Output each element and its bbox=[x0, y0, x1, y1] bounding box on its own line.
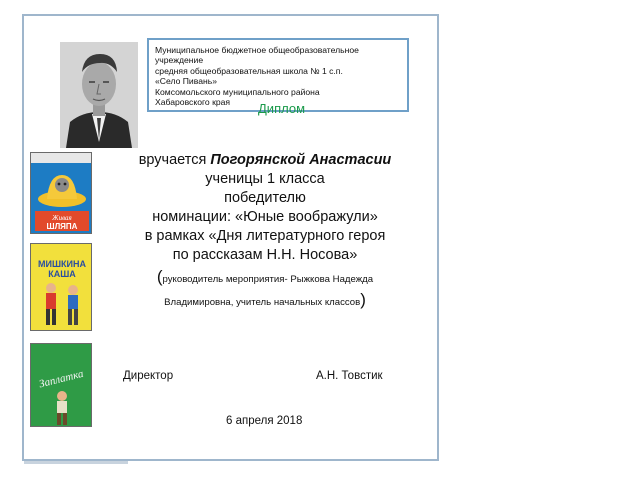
book-cover-zaplatka bbox=[30, 343, 92, 427]
award-line-1 bbox=[110, 151, 420, 170]
leader-text-1: руководитель мероприятия- Рыжкова Надежда bbox=[162, 274, 374, 285]
book-cover-zhivaya-shlyapa bbox=[30, 152, 92, 234]
author-portrait bbox=[60, 42, 138, 148]
school-line-3: средняя общеобразовательная школа № 1 с.п. bbox=[155, 65, 343, 76]
leader-line-2 bbox=[110, 290, 420, 312]
book-cover-mishkina-kasha bbox=[30, 243, 92, 331]
svg-text:МИШКИНА: МИШКИНА bbox=[38, 259, 86, 269]
school-line-1: Муниципальное бюджетное общеобразовательное bbox=[155, 45, 359, 55]
award-line-2: ученицы 1 класса bbox=[205, 171, 325, 187]
leader-text-2: Владимировна, учитель начальных классов bbox=[164, 297, 361, 308]
award-line-6: по рассказам Н.Н. Носова» bbox=[172, 247, 358, 263]
svg-text:ШЛЯПА: ШЛЯПА bbox=[46, 222, 78, 231]
diploma-date: 6 апреля 2018 bbox=[226, 415, 303, 427]
award-text bbox=[110, 151, 420, 312]
leader-line-1 bbox=[110, 267, 420, 289]
frame-shadow bbox=[24, 461, 128, 464]
award-line-5: в рамках «Дня литературного героя bbox=[144, 228, 386, 244]
school-line-2: учреждение bbox=[155, 55, 204, 66]
paren-open: ( bbox=[156, 267, 163, 286]
signature-role: Директор bbox=[123, 370, 174, 382]
award-line-4: номинации: «Юные воображули» bbox=[152, 209, 378, 225]
svg-text:КАША: КАША bbox=[48, 269, 76, 279]
school-line-5: Комсомольского муниципального района bbox=[155, 86, 320, 97]
school-line-6: Хабаровского края bbox=[155, 97, 231, 108]
award-line-3: победителю bbox=[224, 190, 306, 206]
svg-text:Заплатка: Заплатка bbox=[37, 367, 85, 391]
signature-name: А.Н. Товстик bbox=[316, 370, 383, 382]
diploma-title: Диплом bbox=[258, 101, 306, 116]
recipient-name: Погорянской Анастасии bbox=[210, 152, 392, 168]
award-prefix: вручается bbox=[138, 152, 207, 168]
svg-text:Живая: Живая bbox=[52, 214, 72, 222]
paren-close: ) bbox=[360, 290, 366, 309]
school-line-4: «Село Пивань» bbox=[155, 76, 217, 87]
